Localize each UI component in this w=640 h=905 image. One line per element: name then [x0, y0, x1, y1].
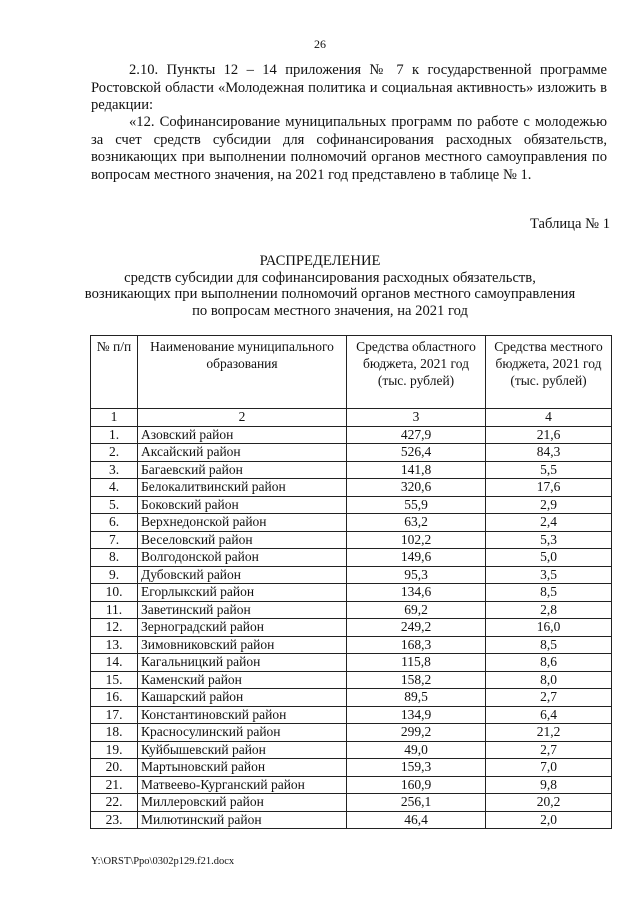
municipality-name: Каменский район — [138, 671, 347, 689]
local-budget-value: 2,8 — [486, 601, 612, 619]
header-local-budget: Средства местного бюджета, 2021 год (тыс. рублей) — [486, 336, 612, 409]
row-number: 19. — [91, 741, 138, 759]
regional-budget-value: 95,3 — [347, 566, 486, 584]
municipality-name: Дубовский район — [138, 566, 347, 584]
row-number: 20. — [91, 759, 138, 777]
row-number: 14. — [91, 654, 138, 672]
regional-budget-value: 63,2 — [347, 514, 486, 532]
local-budget-value: 5,0 — [486, 549, 612, 567]
distribution-table — [90, 335, 612, 829]
municipality-name: Мартыновский район — [138, 759, 347, 777]
regional-budget-value: 256,1 — [347, 794, 486, 812]
row-number: 10. — [91, 584, 138, 602]
local-budget-value: 16,0 — [486, 619, 612, 637]
regional-budget-value: 427,9 — [347, 426, 486, 444]
regional-budget-value: 115,8 — [347, 654, 486, 672]
municipality-name: Зерноградский район — [138, 619, 347, 637]
regional-budget-value: 159,3 — [347, 759, 486, 777]
row-number: 3. — [91, 461, 138, 479]
local-budget-value: 8,5 — [486, 636, 612, 654]
table-row — [91, 549, 612, 567]
row-number: 12. — [91, 619, 138, 637]
row-number: 13. — [91, 636, 138, 654]
page-number: 26 — [314, 37, 326, 51]
row-number: 11. — [91, 601, 138, 619]
row-number: 22. — [91, 794, 138, 812]
table-row — [91, 496, 612, 514]
regional-budget-value: 526,4 — [347, 444, 486, 462]
regional-budget-value: 320,6 — [347, 479, 486, 497]
municipality-name: Милютинский район — [138, 811, 347, 829]
municipality-name: Константиновский район — [138, 706, 347, 724]
municipality-name: Багаевский район — [138, 461, 347, 479]
regional-budget-value: 69,2 — [347, 601, 486, 619]
municipality-name: Волгодонской район — [138, 549, 347, 567]
municipality-name: Миллеровский район — [138, 794, 347, 812]
table-row — [91, 584, 612, 602]
file-path-footer: Y:\ORST\Ppo\0302p129.f21.docx — [91, 856, 235, 867]
regional-budget-value: 299,2 — [347, 724, 486, 742]
table-row — [91, 426, 612, 444]
municipality-name: Аксайский район — [138, 444, 347, 462]
regional-budget-value: 46,4 — [347, 811, 486, 829]
local-budget-value: 6,4 — [486, 706, 612, 724]
regional-budget-value: 141,8 — [347, 461, 486, 479]
row-number: 9. — [91, 566, 138, 584]
column-number-row — [91, 409, 612, 427]
table-row — [91, 706, 612, 724]
column-number: 4 — [486, 409, 612, 427]
table-row — [91, 689, 612, 707]
header-regional-budget: Средства областного бюджета, 2021 год (тыс. рублей) — [347, 336, 486, 409]
row-number: 6. — [91, 514, 138, 532]
municipality-name: Матвеево-Курганский район — [138, 776, 347, 794]
row-number: 8. — [91, 549, 138, 567]
distribution-heading: РАСПРЕДЕЛЕНИЕ — [259, 253, 381, 269]
table-row — [91, 811, 612, 829]
municipality-name: Зимовниковский район — [138, 636, 347, 654]
local-budget-value: 2,9 — [486, 496, 612, 514]
row-number: 5. — [91, 496, 138, 514]
paragraph-cofinancing: «12. Софинансирование муниципальных программ по работе с молодежью за счет средств субсидии для софинансирования расходных обязательств, возникающих при выполнении полномочий органов местного самоуправления по вопросам местного значения, на 2021 год представлено в таблице № 1. — [91, 114, 607, 183]
municipality-name: Азовский район — [138, 426, 347, 444]
table-row — [91, 566, 612, 584]
local-budget-value: 2,7 — [486, 741, 612, 759]
regional-budget-value: 55,9 — [347, 496, 486, 514]
regional-budget-value: 149,6 — [347, 549, 486, 567]
row-number: 21. — [91, 776, 138, 794]
paragraph-amendment: 2.10. Пункты 12 – 14 приложения № 7 к государственной программе Ростовской области «Молодежная политика и социальная активность» изложить в редакции: — [91, 62, 607, 114]
table-header-row — [91, 336, 612, 409]
local-budget-value: 8,0 — [486, 671, 612, 689]
distribution-subheading: средств субсидии для софинансирования расходных обязательств, возникающих при выполнении полномочий органов местного самоуправления по вопросам местного значения, на 2021 год — [84, 270, 576, 319]
local-budget-value: 84,3 — [486, 444, 612, 462]
local-budget-value: 7,0 — [486, 759, 612, 777]
table-row — [91, 636, 612, 654]
municipality-name: Куйбышевский район — [138, 741, 347, 759]
regional-budget-value: 160,9 — [347, 776, 486, 794]
row-number: 2. — [91, 444, 138, 462]
regional-budget-value: 168,3 — [347, 636, 486, 654]
row-number: 23. — [91, 811, 138, 829]
regional-budget-value: 249,2 — [347, 619, 486, 637]
local-budget-value: 2,4 — [486, 514, 612, 532]
row-number: 4. — [91, 479, 138, 497]
table-body — [91, 409, 612, 829]
column-number: 3 — [347, 409, 486, 427]
header-municipality: Наименование муниципального образования — [138, 336, 347, 409]
row-number: 7. — [91, 531, 138, 549]
local-budget-value: 5,3 — [486, 531, 612, 549]
regional-budget-value: 49,0 — [347, 741, 486, 759]
municipality-name: Кашарский район — [138, 689, 347, 707]
table-row — [91, 531, 612, 549]
municipality-name: Боковский район — [138, 496, 347, 514]
table-row — [91, 514, 612, 532]
header-number: № п/п — [91, 336, 138, 409]
row-number: 18. — [91, 724, 138, 742]
row-number: 17. — [91, 706, 138, 724]
table-row — [91, 776, 612, 794]
municipality-name: Заветинский район — [138, 601, 347, 619]
column-number: 2 — [138, 409, 347, 427]
regional-budget-value: 102,2 — [347, 531, 486, 549]
local-budget-value: 2,7 — [486, 689, 612, 707]
local-budget-value: 5,5 — [486, 461, 612, 479]
local-budget-value: 21,6 — [486, 426, 612, 444]
local-budget-value: 17,6 — [486, 479, 612, 497]
row-number: 1. — [91, 426, 138, 444]
municipality-name: Егорлыкский район — [138, 584, 347, 602]
local-budget-value: 9,8 — [486, 776, 612, 794]
local-budget-value: 8,6 — [486, 654, 612, 672]
local-budget-value: 21,2 — [486, 724, 612, 742]
table-row — [91, 619, 612, 637]
regional-budget-value: 134,6 — [347, 584, 486, 602]
table-row — [91, 724, 612, 742]
table-label: Таблица № 1 — [530, 216, 610, 232]
municipality-name: Красносулинский район — [138, 724, 347, 742]
table-row — [91, 741, 612, 759]
table-row — [91, 461, 612, 479]
local-budget-value: 2,0 — [486, 811, 612, 829]
table-row — [91, 654, 612, 672]
table-row — [91, 759, 612, 777]
local-budget-value: 3,5 — [486, 566, 612, 584]
regional-budget-value: 89,5 — [347, 689, 486, 707]
table-row — [91, 601, 612, 619]
table-row — [91, 794, 612, 812]
table-row — [91, 479, 612, 497]
municipality-name: Белокалитвинский район — [138, 479, 347, 497]
column-number: 1 — [91, 409, 138, 427]
municipality-name: Верхнедонской район — [138, 514, 347, 532]
row-number: 16. — [91, 689, 138, 707]
table-row — [91, 444, 612, 462]
local-budget-value: 8,5 — [486, 584, 612, 602]
row-number: 15. — [91, 671, 138, 689]
municipality-name: Кагальницкий район — [138, 654, 347, 672]
regional-budget-value: 158,2 — [347, 671, 486, 689]
local-budget-value: 20,2 — [486, 794, 612, 812]
regional-budget-value: 134,9 — [347, 706, 486, 724]
municipality-name: Веселовский район — [138, 531, 347, 549]
table-row — [91, 671, 612, 689]
